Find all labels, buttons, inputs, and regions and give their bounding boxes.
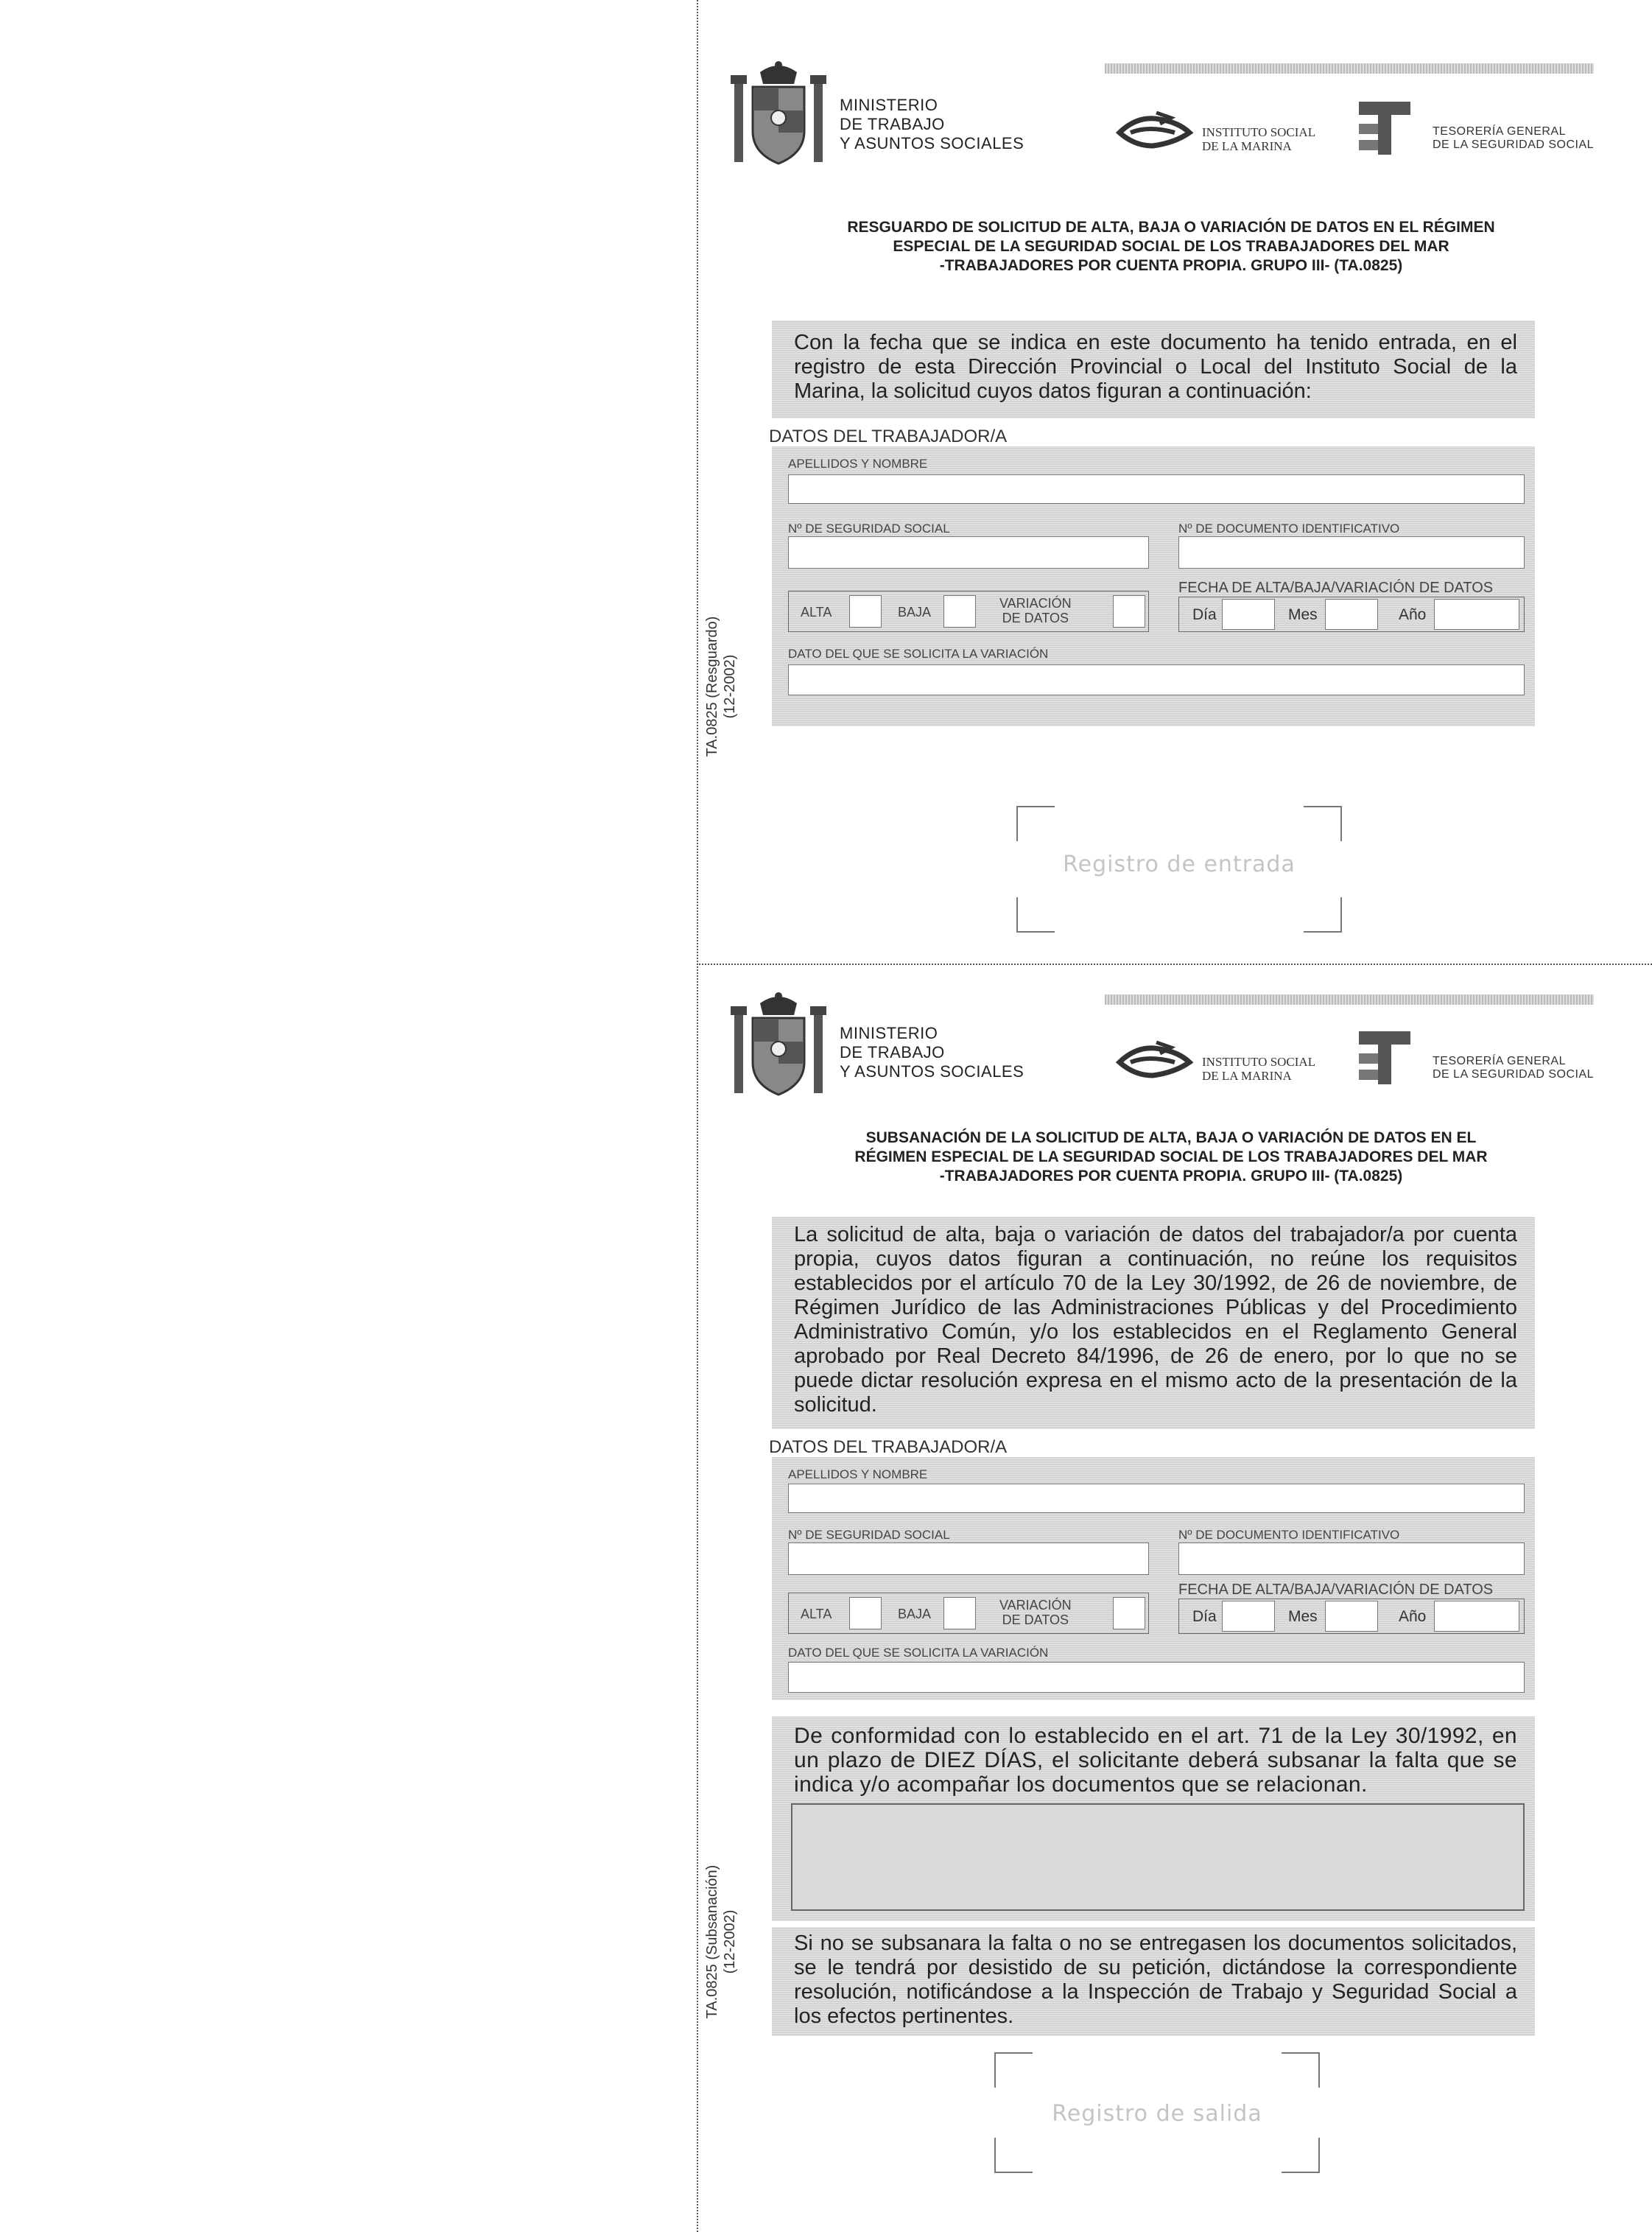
coat-of-arms-icon xyxy=(731,59,826,169)
dato-variacion-field[interactable] xyxy=(788,664,1525,695)
id-doc-label: Nº DE DOCUMENTO IDENTIFICATIVO xyxy=(1178,522,1400,536)
id-doc-field[interactable] xyxy=(1178,536,1525,569)
movement-type-group xyxy=(788,591,1149,632)
dia-field[interactable] xyxy=(1222,599,1275,630)
receipt-intro: Con la fecha que se indica en este documento ha tenido entrada, en el registro de esta Dirección Provincial o Local del Instituto Social de la Marina, la solicitud cuyos datos figuran a continuación: xyxy=(772,320,1535,418)
mes-field[interactable] xyxy=(1325,1601,1378,1632)
tgss-name: TESORERÍA GENERAL DE LA SEGURIDAD SOCIAL xyxy=(1433,125,1595,151)
baja-label: BAJA xyxy=(898,1607,932,1621)
header-bar xyxy=(1105,994,1594,1005)
anio-label: Año xyxy=(1399,1608,1427,1625)
anio-field[interactable] xyxy=(1434,599,1519,630)
alta-checkbox[interactable] xyxy=(849,1597,882,1629)
name-field[interactable] xyxy=(788,1484,1525,1513)
anio-field[interactable] xyxy=(1434,1601,1519,1632)
correction-intro: La solicitud de alta, baja o variación de datos del trabajador/a por cuenta propia, cuyos datos figuran a continuación, no reúne los requisitos establecidos por el artículo 70 de la Ley 30/1992, de 26 de noviembre, de Régimen Jurídico de las Administraciones Públicas y del Procedimiento Administrativo Común, y/o los establecidos en el Reglamento General aprobado por Real Decreto 84/1996, de 26 de enero, por lo que no se puede dictar resolución expresa en el mismo acto de la presentación de la solicitud. xyxy=(772,1217,1535,1429)
instituto-social-marina-logo-icon xyxy=(1116,1039,1193,1083)
ss-number-field[interactable] xyxy=(788,1543,1149,1575)
ss-number-field[interactable] xyxy=(788,536,1149,569)
alta-label: ALTA xyxy=(801,605,832,620)
fecha-group xyxy=(1178,1598,1525,1634)
dia-field[interactable] xyxy=(1222,1601,1275,1632)
dia-label: Día xyxy=(1192,1608,1217,1625)
baja-checkbox[interactable] xyxy=(943,1597,976,1629)
anio-label: Año xyxy=(1399,606,1427,623)
coat-of-arms-icon xyxy=(731,990,826,1101)
fecha-label: FECHA DE ALTA/BAJA/VARIACIÓN DE DATOS xyxy=(1178,580,1494,596)
name-field[interactable] xyxy=(788,474,1525,504)
header-bar xyxy=(1105,63,1594,74)
worker-data-panel xyxy=(772,446,1535,726)
name-label: APELLIDOS Y NOMBRE xyxy=(788,457,928,471)
baja-label: BAJA xyxy=(898,605,932,620)
name-label: APELLIDOS Y NOMBRE xyxy=(788,1467,928,1481)
dato-variacion-field[interactable] xyxy=(788,1662,1525,1693)
instituto-social-marina-logo-icon xyxy=(1116,109,1193,153)
ministry-name: MINISTERIO DE TRABAJO Y ASUNTOS SOCIALES xyxy=(840,96,1024,152)
ministry-name: MINISTERIO DE TRABAJO Y ASUNTOS SOCIALES xyxy=(840,1024,1024,1081)
registro-entrada-text: Registro de entrada xyxy=(1063,852,1296,877)
dato-variacion-label: DATO DEL QUE SE SOLICITA LA VARIACIÓN xyxy=(788,647,1049,661)
receipt-title: RESGUARDO DE SOLICITUD DE ALTA, BAJA O VARIACIÓN DE DATOS EN EL RÉGIMEN ESPECIAL DE LA SEGURIDAD SOCIAL DE LOS TRABAJADORES DEL MAR -TRABAJADORES POR CUENTA PROPIA. GRUPO III- (TA.0825) xyxy=(847,219,1495,274)
ss-number-label: Nº DE SEGURIDAD SOCIAL xyxy=(788,1528,950,1542)
alta-checkbox[interactable] xyxy=(849,595,882,628)
mes-label: Mes xyxy=(1288,1608,1318,1625)
conformity-text: De conformidad con lo establecido en el art. 71 de la Ley 30/1992, en un plazo de DIEZ DÍAS, el solicitante deberá subsanar la falta que se indica y/o acompañar los documentos que se relacionan. xyxy=(794,1724,1517,1797)
fecha-label: FECHA DE ALTA/BAJA/VARIACIÓN DE DATOS xyxy=(1178,1582,1494,1598)
tesoreria-logo-icon xyxy=(1359,102,1410,155)
id-doc-label: Nº DE DOCUMENTO IDENTIFICATIVO xyxy=(1178,1528,1400,1542)
movement-type-group xyxy=(788,1593,1149,1634)
dia-label: Día xyxy=(1192,606,1217,623)
mes-field[interactable] xyxy=(1325,599,1378,630)
fecha-group xyxy=(1178,597,1525,632)
vertical-cut-line xyxy=(697,0,698,2232)
receipt-form-code: TA.0825 (Resguardo) (12-2002) xyxy=(704,616,738,757)
variacion-checkbox[interactable] xyxy=(1113,595,1145,628)
registro-salida-text: Registro de salida xyxy=(1052,2101,1262,2127)
ss-number-label: Nº DE SEGURIDAD SOCIAL xyxy=(788,522,950,536)
correction-title: SUBSANACIÓN DE LA SOLICITUD DE ALTA, BAJA O VARIACIÓN DE DATOS EN EL RÉGIMEN ESPECIAL DE LA SEGURIDAD SOCIAL DE LOS TRABAJADORES DEL MAR -TRABAJADORES POR CUENTA PROPIA. GRUPO III- (TA.0825) xyxy=(854,1129,1488,1185)
worker-data-panel xyxy=(772,1457,1535,1700)
alta-label: ALTA xyxy=(801,1607,832,1621)
warning-text: Si no se subsanara la falta o no se entregasen los documentos solicitados, se le tendrá por desistido de su petición, dictándose la correspondiente resolución, notificándose a la Inspección de Trabajo y Seguridad Social a los efectos pertinentes. xyxy=(772,1927,1535,2036)
mes-label: Mes xyxy=(1288,606,1318,623)
ism-name: INSTITUTO SOCIAL DE LA MARINA xyxy=(1202,125,1316,153)
variacion-label: VARIACIÓN DE DATOS xyxy=(999,1598,1072,1627)
correction-form-code: TA.0825 (Subsanación) (12-2002) xyxy=(704,1864,738,2019)
documents-required-field[interactable] xyxy=(791,1803,1525,1911)
worker-section-label: DATOS DEL TRABAJADOR/A xyxy=(769,427,1008,446)
tesoreria-logo-icon xyxy=(1359,1031,1410,1084)
variacion-label: VARIACIÓN DE DATOS xyxy=(999,596,1072,625)
tgss-name: TESORERÍA GENERAL DE LA SEGURIDAD SOCIAL xyxy=(1433,1055,1595,1081)
id-doc-field[interactable] xyxy=(1178,1543,1525,1575)
variacion-checkbox[interactable] xyxy=(1113,1597,1145,1629)
dato-variacion-label: DATO DEL QUE SE SOLICITA LA VARIACIÓN xyxy=(788,1646,1049,1660)
worker-section-label: DATOS DEL TRABAJADOR/A xyxy=(769,1437,1008,1457)
conformity-panel xyxy=(772,1716,1535,1921)
horizontal-cut-line xyxy=(697,964,1652,965)
baja-checkbox[interactable] xyxy=(943,595,976,628)
ism-name: INSTITUTO SOCIAL DE LA MARINA xyxy=(1202,1055,1316,1083)
